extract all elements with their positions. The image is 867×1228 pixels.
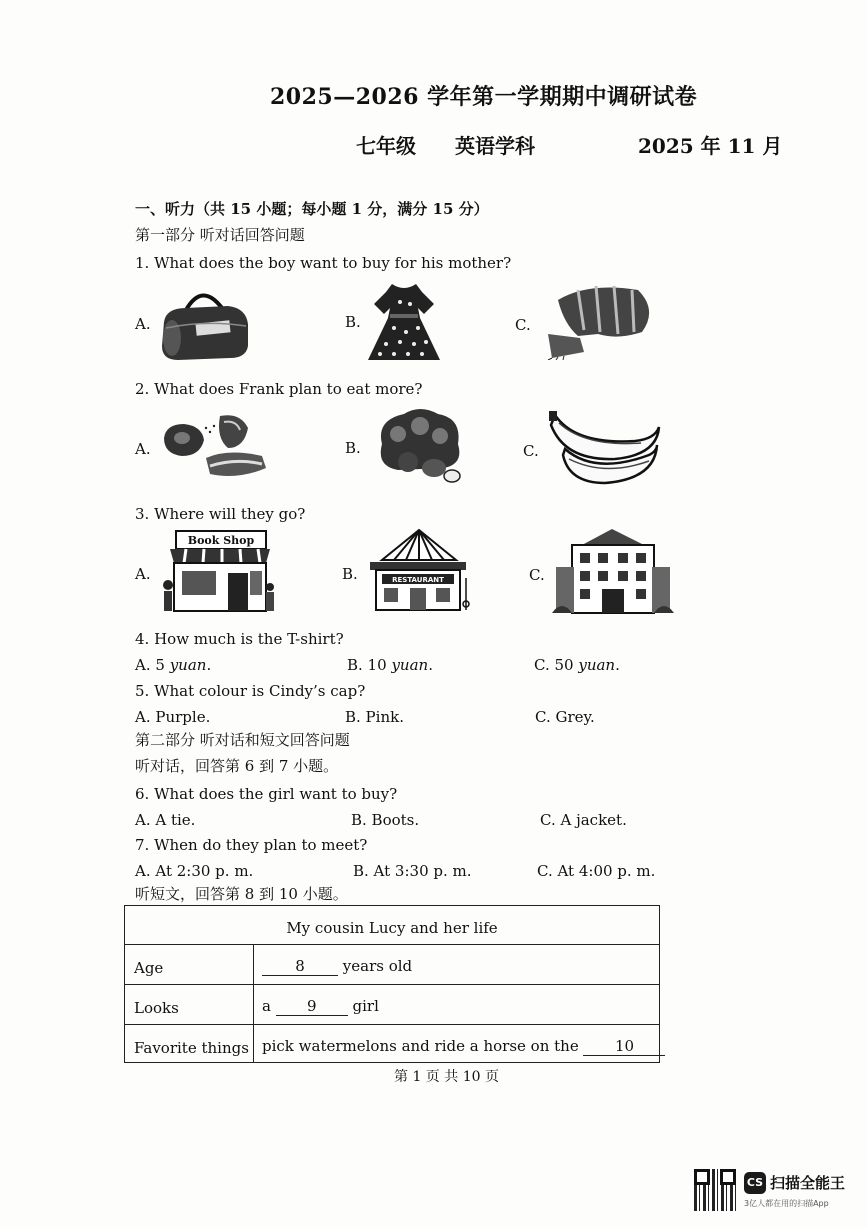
q3-option-a-label: A. [135, 565, 151, 583]
table-column-divider [253, 944, 254, 1062]
q4-option-a: A. 5 yuan. [135, 656, 212, 674]
part1-title: 第一部分 听对话回答问题 [135, 226, 305, 244]
question-6: 6. What does the girl want to buy? [135, 785, 398, 803]
info-table [124, 905, 660, 1063]
dress-icon [364, 282, 444, 362]
meat-icon [158, 408, 270, 482]
table-row-divider [125, 984, 659, 985]
q6-option-b: B. Boots. [351, 811, 420, 829]
question-3: 3. Where will they go? [135, 505, 306, 523]
q3-option-b-label: B. [342, 565, 358, 583]
q1-option-c-label: C. [515, 316, 531, 334]
grade-label: 七年级 [356, 134, 416, 158]
table-row-divider [125, 1024, 659, 1025]
q3-option-c-label: C. [529, 566, 545, 584]
watermark-brand: 扫描全能王 [770, 1174, 846, 1192]
subject-label: 英语学科 [455, 134, 535, 158]
restaurant-icon [364, 528, 474, 614]
table-row-divider [125, 944, 659, 945]
q5-option-c: C. Grey. [535, 708, 595, 726]
q2-option-c-label: C. [523, 442, 539, 460]
book-shop-sign: Book Shop [187, 534, 255, 547]
bananas-icon [545, 405, 663, 487]
q4-option-b: B. 10 yuan. [347, 656, 433, 674]
question-5: 5. What colour is Cindy’s cap? [135, 682, 366, 700]
part2-note-1: 听对话，回答第 6 到 7 小题。 [135, 757, 339, 775]
q1-option-b-label: B. [345, 313, 361, 331]
table-label-age: Age [134, 959, 164, 977]
q5-option-a: A. Purple. [135, 708, 211, 726]
q1-option-a-label: A. [135, 315, 151, 333]
exam-title: 2025—2026 学年第一学期期中调研试卷 [270, 84, 698, 110]
answer-blank-9[interactable]: 9 [276, 997, 348, 1016]
part2-note-2: 听短文，回答第 8 到 10 小题。 [135, 885, 348, 903]
q6-option-a: A. A tie. [135, 811, 196, 829]
question-4: 4. How much is the T-shirt? [135, 630, 344, 648]
qr-code-icon [694, 1169, 736, 1211]
scarf-icon [538, 280, 658, 360]
exam-date: 2025 年 11 月 [638, 134, 783, 158]
q7-option-c: C. At 4:00 p. m. [537, 862, 656, 880]
q5-option-b: B. Pink. [345, 708, 404, 726]
q2-option-a-label: A. [135, 440, 151, 458]
answer-blank-10[interactable]: 10 [583, 1037, 665, 1056]
part2-title: 第二部分 听对话和短文回答问题 [135, 731, 350, 749]
q4-option-c: C. 50 yuan. [534, 656, 620, 674]
table-label-favorite-things: Favorite things [134, 1039, 249, 1057]
answer-blank-8[interactable]: 8 [262, 957, 338, 976]
table-row: 8 years old [262, 957, 412, 976]
camscanner-logo: CS [744, 1172, 766, 1194]
q6-option-c: C. A jacket. [540, 811, 627, 829]
question-7: 7. When do they plan to meet? [135, 836, 368, 854]
book-shop-icon [160, 527, 278, 617]
vegetables-icon [368, 404, 468, 486]
watermark-tagline: 3亿人都在用的扫描App [744, 1199, 829, 1208]
restaurant-sign: RESTAURANT [392, 576, 444, 584]
q7-option-a: A. At 2:30 p. m. [135, 862, 254, 880]
bag-icon [156, 282, 252, 362]
table-row: pick watermelons and ride a horse on the 10 [262, 1037, 665, 1056]
table-caption: My cousin Lucy and her life [286, 919, 498, 937]
question-1: 1. What does the boy want to buy for his mother? [135, 254, 512, 272]
q2-option-b-label: B. [345, 439, 361, 457]
q7-option-b: B. At 3:30 p. m. [353, 862, 472, 880]
page-footer: 第 1 页 共 10 页 [394, 1069, 499, 1085]
hotel-icon [552, 527, 674, 615]
question-2: 2. What does Frank plan to eat more? [135, 380, 423, 398]
table-label-looks: Looks [134, 999, 179, 1017]
table-row: a 9 girl [262, 997, 379, 1015]
section-heading: 一、听力（共 15 小题；每小题 1 分，满分 15 分） [135, 200, 489, 218]
